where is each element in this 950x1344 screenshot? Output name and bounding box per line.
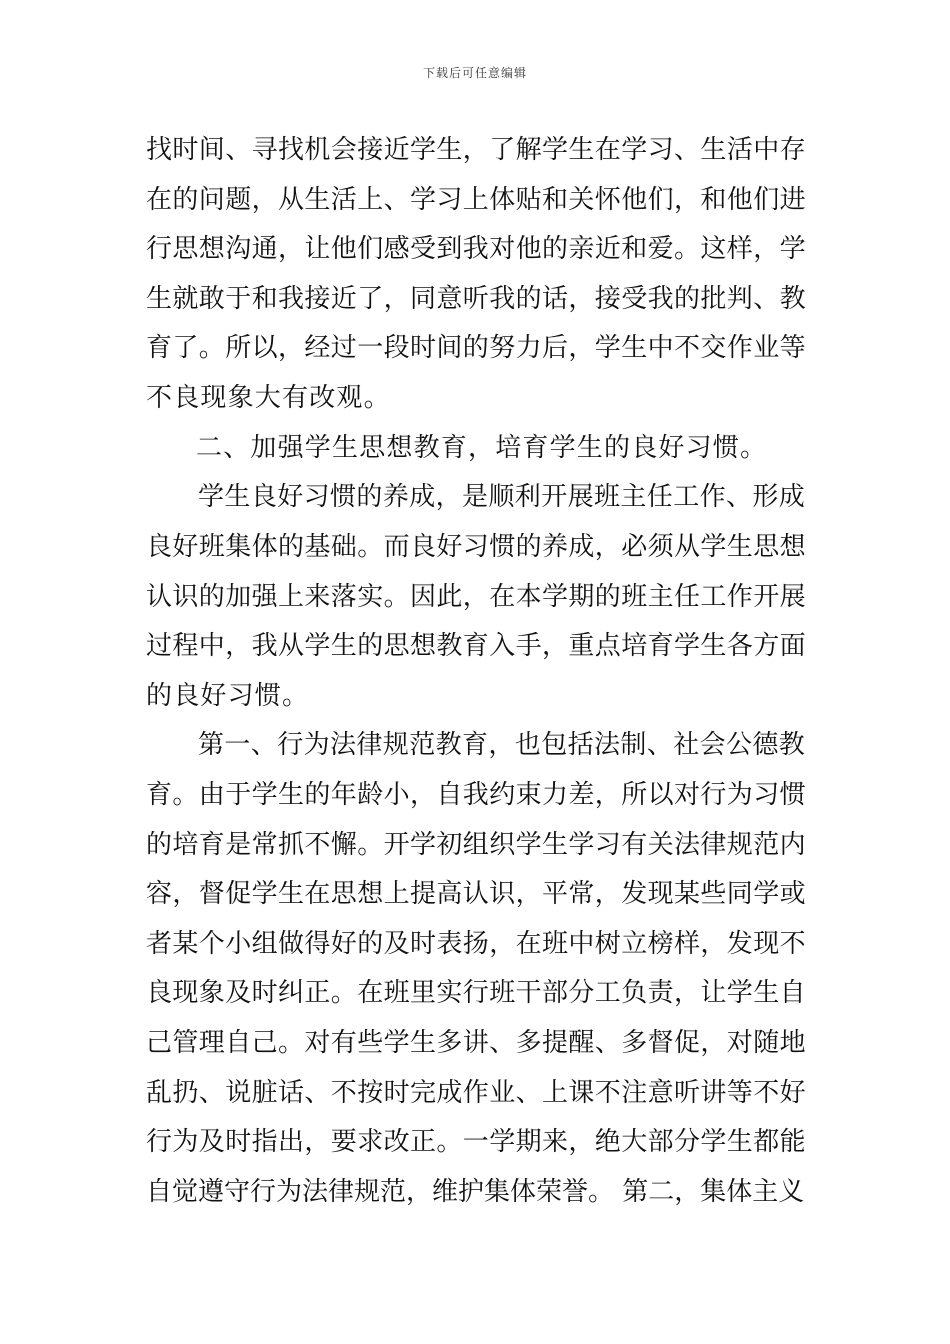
paragraph-line: 自觉遵守行为法律规范，维护集体荣誉。 第二，集体主义	[146, 1177, 805, 1207]
paragraph-line: 行思想沟通，让他们感受到我对他的亲近和爱。这样，学	[146, 234, 807, 264]
paragraph-line: 者某个小组做得好的及时表扬，在班中树立榜样，发现不	[146, 929, 807, 959]
paragraph-line: 学生良好习惯的养成，是顺利开展班主任工作、形成	[198, 482, 806, 512]
paragraph-line: 行为及时指出，要求改正。一学期来，绝大部分学生都能	[146, 1127, 807, 1157]
paragraph-line: 乱扔、说脏话、不按时完成作业、上课不注意听讲等不好	[146, 1078, 807, 1108]
paragraph-line: 的良好习惯。	[146, 681, 310, 711]
paragraph-line: 育了。所以，经过一段时间的努力后，学生中不交作业等	[146, 333, 807, 363]
paragraph-line: 不良现象大有改观。	[146, 383, 391, 413]
paragraph-line: 良好班集体的基础。而良好习惯的养成，必须从学生思想	[146, 532, 807, 562]
paragraph-line: 良现象及时纠正。在班里实行班干部分工负责，让学生自	[146, 978, 807, 1008]
paragraph-line: 在的问题，从生活上、学习上体贴和关怀他们，和他们进	[146, 185, 807, 215]
paragraph-line: 的培育是常抓不懈。开学初组织学生学习有关法律规范内	[146, 830, 807, 860]
paragraph-line: 生就敢于和我接近了，同意听我的话，接受我的批判、教	[146, 284, 807, 314]
paragraph-line: 过程中，我从学生的思想教育入手，重点培育学生各方面	[146, 631, 807, 661]
paragraph-line: 育。由于学生的年龄小，自我约束力差，所以对行为习惯	[146, 780, 807, 810]
section-heading: 二、加强学生思想教育，培育学生的良好习惯。	[196, 433, 768, 463]
paragraph-line: 己管理自己。对有些学生多讲、多提醒、多督促，对随地	[146, 1028, 807, 1058]
page-header-note: 下载后可任意编辑	[422, 66, 527, 80]
paragraph-line: 容，督促学生在思想上提高认识，平常，发现某些同学或	[146, 879, 807, 909]
paragraph-line: 找时间、寻找机会接近学生，了解学生在学习、生活中存	[146, 135, 807, 165]
paragraph-line: 第一、行为法律规范教育，也包括法制、社会公德教	[198, 730, 806, 760]
paragraph-line: 认识的加强上来落实。因此，在本学期的班主任工作开展	[146, 582, 807, 612]
